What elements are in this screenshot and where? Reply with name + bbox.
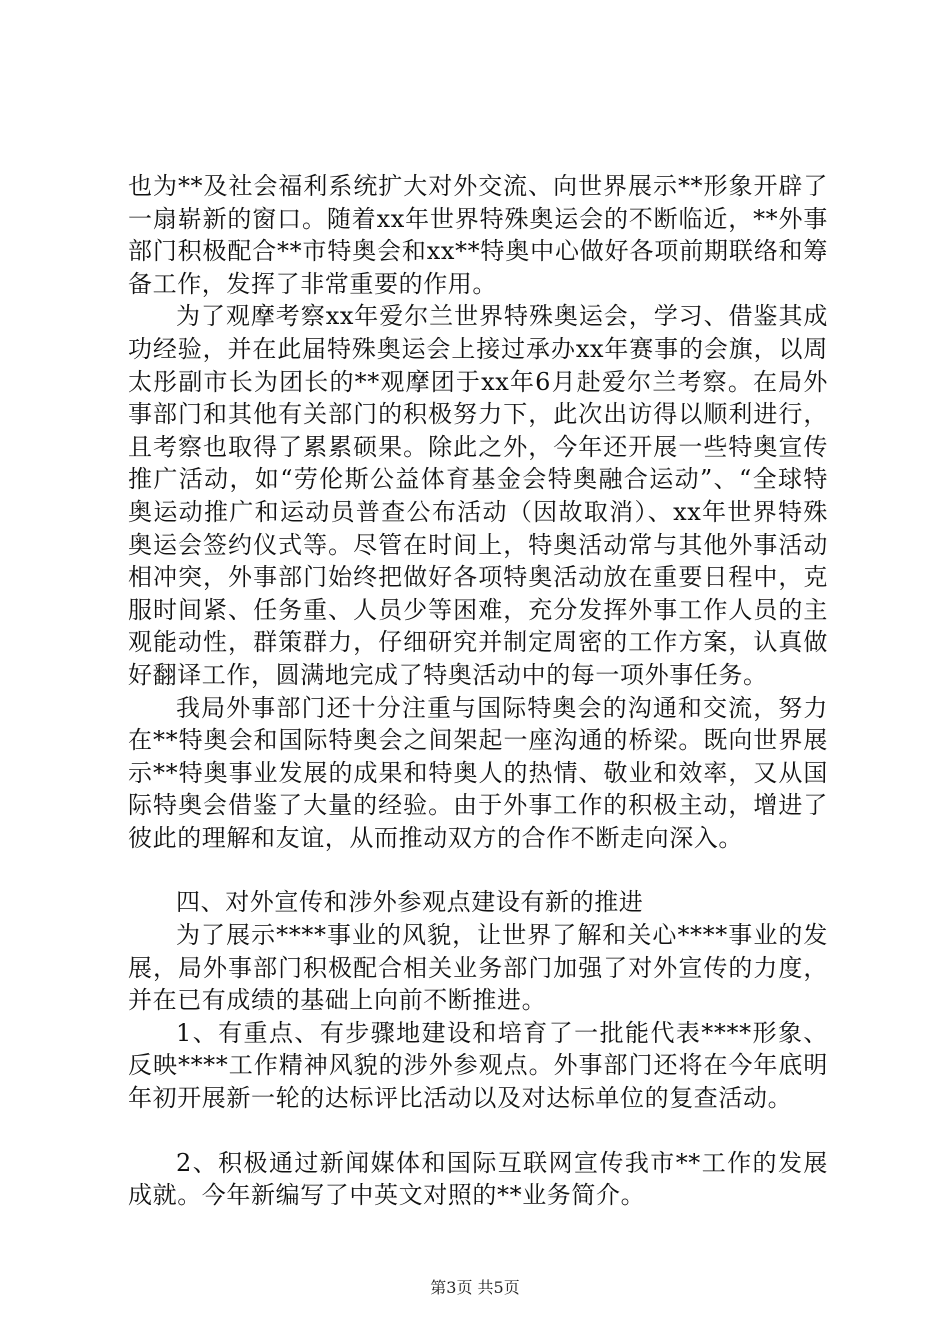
paragraph-spacer <box>128 1115 828 1147</box>
paragraph-item-2: 2、积极通过新闻媒体和国际互联网宣传我市**工作的发展成就。今年新编写了中英文对照的**业务简介。 <box>128 1148 828 1210</box>
section-heading: 四、对外宣传和涉外参观点建设有新的推进 <box>176 888 644 917</box>
paragraph-item-1: 1、有重点、有步骤地建设和培育了一批能代表****形象、反映****工作精神风貌的涉外参观点。外事部门还将在今年底明年初开展新一轮的达标评比活动以及对达标单位的复查活动。 <box>128 1018 828 1113</box>
paragraph-continuation: 也为**及社会福利系统扩大对外交流、向世界展示**形象开辟了一扇崭新的窗口。随着xx年世界特殊奥运会的不断临近，**外事部门积极配合**市特奥会和xx**特奥中心做好各项前期联络和筹备工作，发挥了非常重要的作用。 <box>128 172 828 298</box>
paragraph-ireland-visit: 为了观摩考察xx年爱尔兰世界特殊奥运会，学习、借鉴其成功经验，并在此届特殊奥运会上接过承办xx年赛事的会旗，以周太彤副市长为团长的**观摩团于xx年6月赴爱尔兰考察。在局外事部门和其他有关部门的积极努力下，此次出访得以顺利进行，且考察也取得了累累硕果。除此之外，今年还开展一些特奥宣传推广活动，如“劳伦斯公益体育基金会特奥融合运动”、“全球特奥运动推广和运动员普查公布活动（因故取消）、xx年世界特殊奥运会签约仪式等。尽管在时间上，特奥活动常与其他外事活动相冲突，外事部门始终把做好各项特奥活动放在重要日程中，克服时间紧、任务重、人员少等困难，充分发挥外事工作人员的主观能动性，群策群力，仔细研究并制定周密的工作方案，认真做好翻译工作，圆满地完成了特奥活动中的每一项外事任务。 <box>128 302 828 689</box>
page-footer <box>0 1278 950 1298</box>
paragraph-publicity: 为了展示****事业的风貌，让世界了解和关心****事业的发展，局外事部门积极配合相关业务部门加强了对外宣传的力度，并在已有成绩的基础上向前不断推进。 <box>128 921 828 1015</box>
paragraph-spacer <box>128 854 828 886</box>
page-number-label: 第3页 共5页 <box>430 1278 520 1297</box>
paragraph-international-exchange: 我局外事部门还十分注重与国际特奥会的沟通和交流，努力在**特奥会和国际特奥会之间架起一座沟通的桥梁。既向世界展示**特奥事业发展的成果和特奥人的热情、敬业和效率，又从国际特奥会借鉴了大量的经验。由于外事工作的积极主动，增进了彼此的理解和友谊，从而推动双方的合作不断走向深入。 <box>128 693 828 852</box>
document-body <box>128 170 828 1212</box>
